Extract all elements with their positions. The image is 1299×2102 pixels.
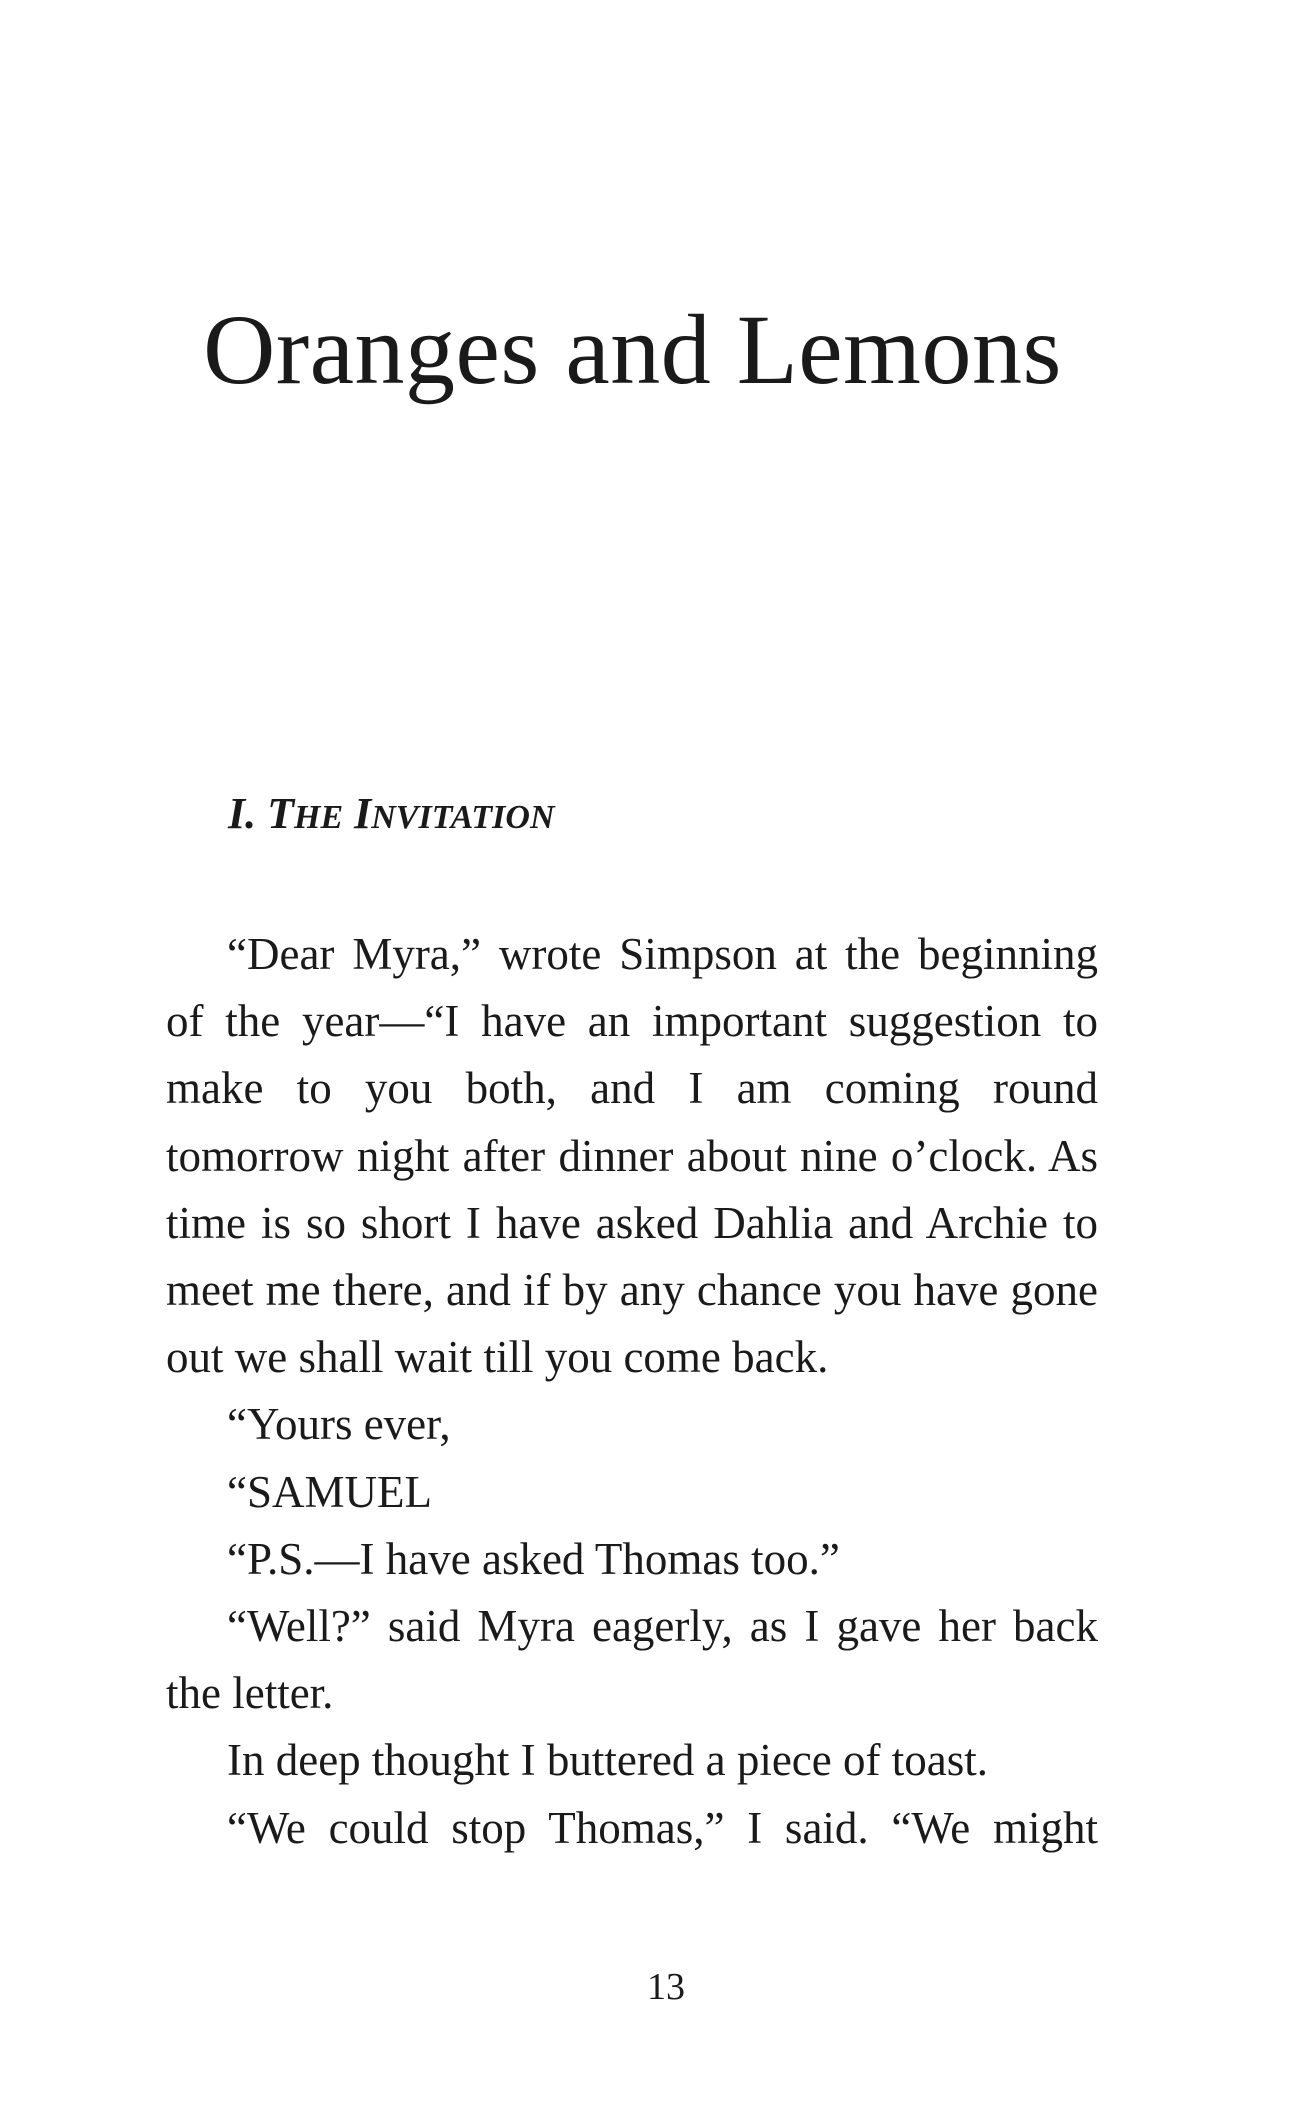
paragraph-narration: In deep thought I buttered a piece of toast. (227, 1735, 988, 1786)
paragraph-letter-postscript: “P.S.—I have asked Thomas too.” (227, 1533, 840, 1584)
section-heading-initial-2: I (343, 789, 372, 838)
section-heading-numeral: I. T (228, 789, 294, 838)
paragraph-myra-reply: “Well?” said Myra eagerly, as I gave her back the letter. (166, 1601, 1098, 1719)
paragraph-letter-closing: “Yours ever, (227, 1399, 451, 1450)
paragraph-letter-signature: “SAMUEL (227, 1466, 432, 1517)
paragraph-letter-body: “Dear Myra,” wrote Simpson at the beginning of the year—“I have an important suggestion to make to you both, and I am coming round tomorrow night after dinner about nine o’clock. As time is so short I have asked Dahlia and Archie to meet me there, and if by any chance you have gone out we shall wait till you come back. (166, 929, 1098, 1383)
page-number: 13 (647, 1966, 685, 2008)
section-heading-smallcaps-2: NVITATION (371, 799, 555, 836)
paragraph-dialogue: “We could stop Thomas,” I said. “We might (227, 1802, 1098, 1853)
body-text (166, 921, 1098, 1862)
chapter-title: Oranges and Lemons (203, 294, 1062, 405)
section-heading (228, 789, 555, 838)
section-heading-smallcaps-1: HE (294, 799, 344, 836)
